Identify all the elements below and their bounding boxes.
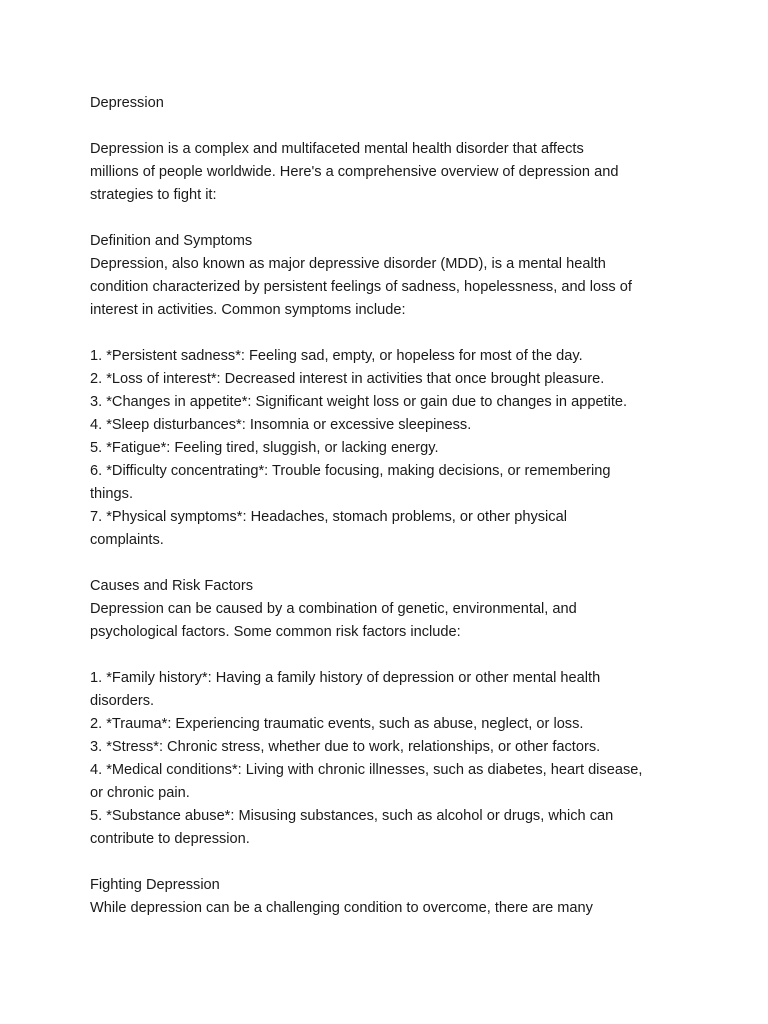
list-item-continuation: things. (90, 486, 133, 502)
list-item: 1. *Family history*: Having a family history of depression or other mental health (90, 670, 601, 686)
section-heading: Fighting Depression (90, 877, 220, 893)
list-item: 2. *Loss of interest*: Decreased interest in activities that once brought pleasure. (90, 371, 605, 387)
section-fighting-depression (90, 874, 690, 920)
paragraph-line: interest in activities. Common symptoms include: (90, 302, 406, 318)
section-causes-risk-factors (90, 575, 690, 851)
symptoms-list (90, 345, 690, 552)
document-title: Depression (90, 95, 164, 111)
list-item-continuation: or chronic pain. (90, 785, 190, 801)
spacer (90, 115, 690, 138)
paragraph-line: condition characterized by persistent feelings of sadness, hopelessness, and loss of (90, 279, 632, 295)
document-page (90, 92, 690, 920)
paragraph-line: Depression, also known as major depressive disorder (MDD), is a mental health (90, 256, 606, 272)
intro-paragraph (90, 138, 690, 207)
spacer (90, 322, 690, 345)
list-item: 4. *Sleep disturbances*: Insomnia or excessive sleepiness. (90, 417, 472, 433)
list-item-continuation: disorders. (90, 693, 155, 709)
spacer (90, 851, 690, 874)
list-item: 4. *Medical conditions*: Living with chronic illnesses, such as diabetes, heart disease, (90, 762, 643, 778)
risk-factors-list (90, 667, 690, 851)
list-item: 3. *Changes in appetite*: Significant weight loss or gain due to changes in appetite. (90, 394, 628, 410)
list-item-continuation: contribute to depression. (90, 831, 250, 847)
intro-line: Depression is a complex and multifaceted mental health disorder that affects (90, 141, 584, 157)
spacer (90, 552, 690, 575)
list-item-continuation: complaints. (90, 532, 164, 548)
list-item: 5. *Fatigue*: Feeling tired, sluggish, or lacking energy. (90, 440, 439, 456)
section-heading: Causes and Risk Factors (90, 578, 254, 594)
paragraph-line: While depression can be a challenging condition to overcome, there are many (90, 900, 593, 916)
section-definition-symptoms (90, 230, 690, 552)
list-item: 6. *Difficulty concentrating*: Trouble focusing, making decisions, or remembering (90, 463, 611, 479)
spacer (90, 644, 690, 667)
section-heading: Definition and Symptoms (90, 233, 253, 249)
intro-line: strategies to fight it: (90, 187, 217, 203)
list-item: 1. *Persistent sadness*: Feeling sad, empty, or hopeless for most of the day. (90, 348, 583, 364)
list-item: 3. *Stress*: Chronic stress, whether due to work, relationships, or other factors. (90, 739, 601, 755)
list-item: 5. *Substance abuse*: Misusing substances, such as alcohol or drugs, which can (90, 808, 614, 824)
list-item: 7. *Physical symptoms*: Headaches, stomach problems, or other physical (90, 509, 567, 525)
spacer (90, 207, 690, 230)
paragraph-line: psychological factors. Some common risk factors include: (90, 624, 461, 640)
list-item: 2. *Trauma*: Experiencing traumatic events, such as abuse, neglect, or loss. (90, 716, 584, 732)
paragraph-line: Depression can be caused by a combination of genetic, environmental, and (90, 601, 577, 617)
intro-line: millions of people worldwide. Here's a comprehensive overview of depression and (90, 164, 619, 180)
